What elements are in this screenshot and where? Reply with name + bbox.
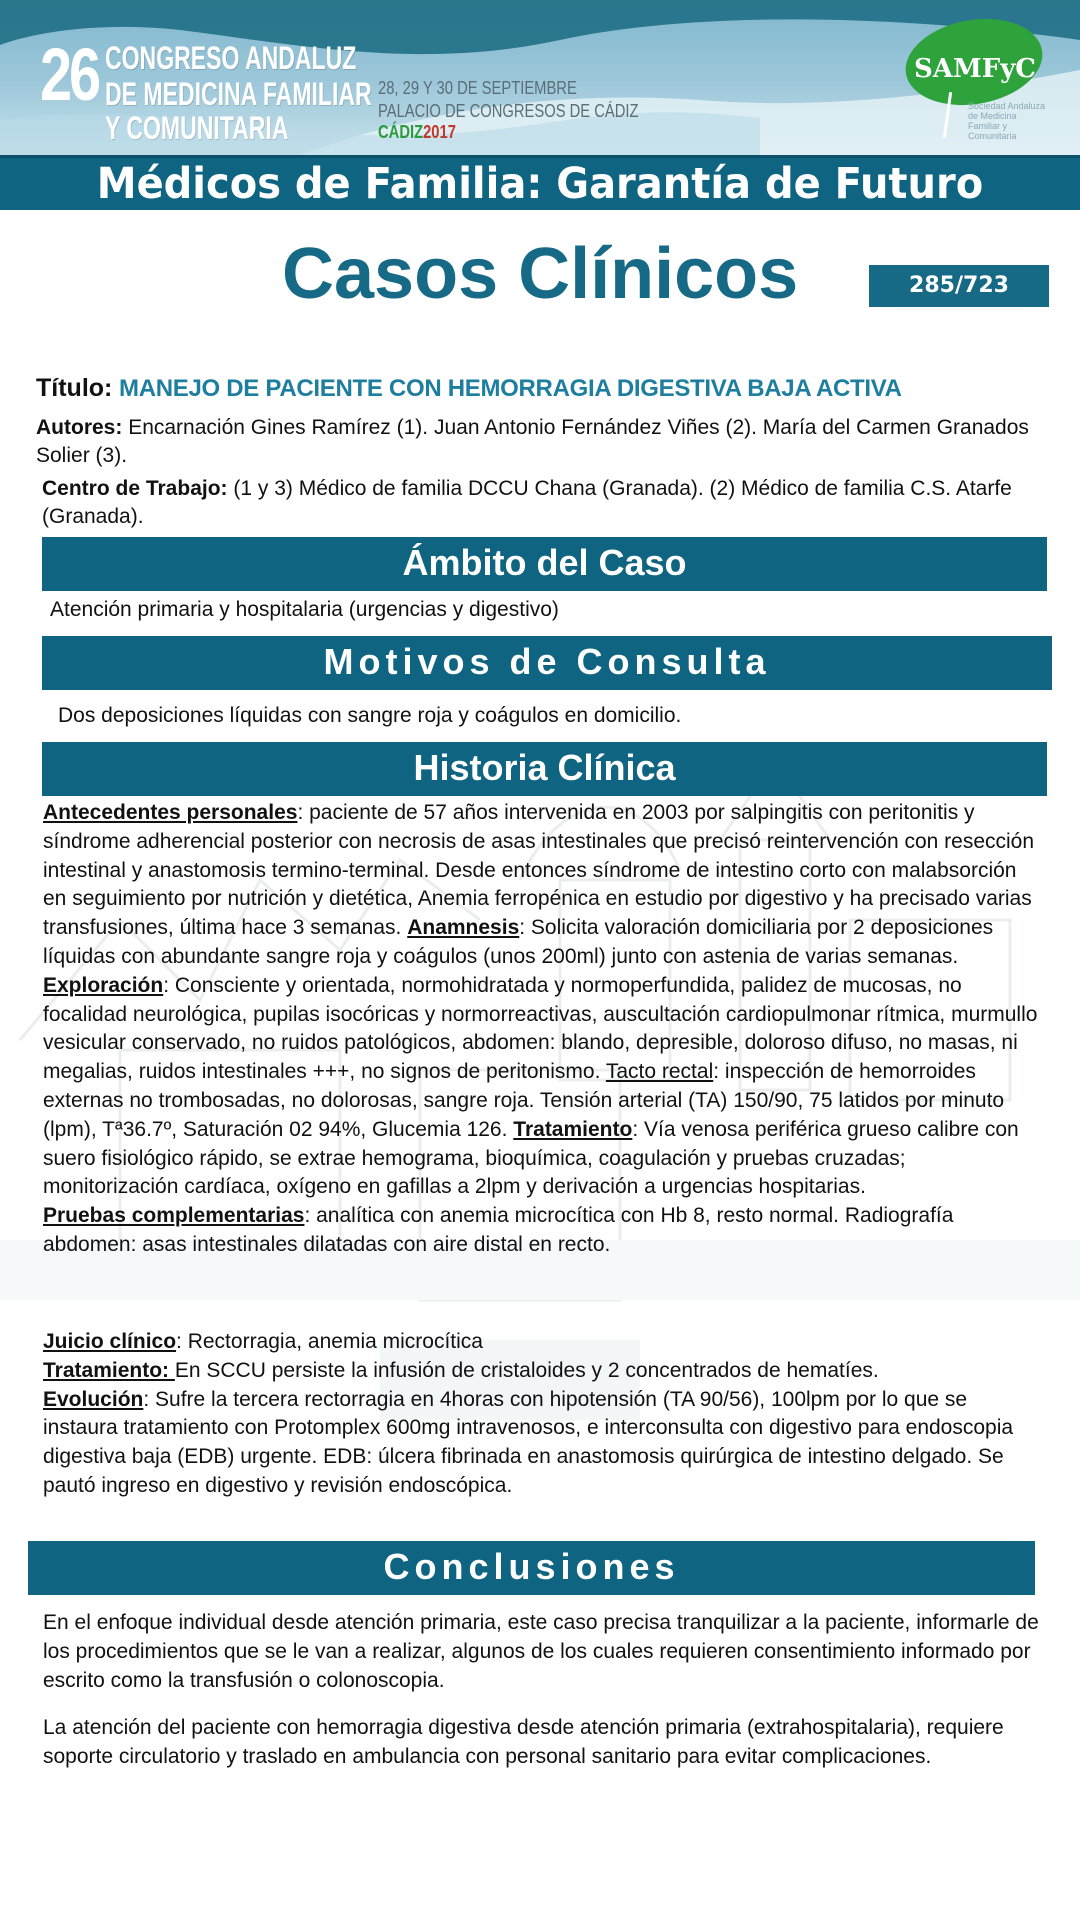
slogan-bar <box>0 155 1080 210</box>
conclusion-paragraph-1: En el enfoque individual desde atención primaria, este caso precisa tranquilizar a la paciente, informarle de los procedimientos que se le van a realizar, algunos de los cuales requieren consentimiento informado por escrito como la transfusión o colonoscopia. <box>43 1611 1039 1692</box>
authors-row <box>36 414 1046 470</box>
juicio-clinico-label: Juicio clínico <box>43 1330 177 1353</box>
event-year: 2017 <box>423 122 456 142</box>
anamnesis-label: Anamnesis <box>407 916 520 940</box>
tratamiento-hospital-text: En SCCU persiste la infusión de cristaloides y 2 concentrados de hematíes. <box>174 1358 879 1382</box>
pruebas-label: Pruebas complementarias <box>43 1204 305 1228</box>
case-title-row <box>36 374 1046 403</box>
section-header-motivos: Motivos de Consulta <box>42 636 1052 690</box>
page-title: Casos Clínicos <box>282 234 799 314</box>
congress-banner <box>0 0 1080 155</box>
congress-name-line-3: Y COMUNITARIA <box>105 110 289 146</box>
juicio-clinico-text: : Rectorragia, anemia microcítica <box>176 1330 483 1353</box>
case-title-label: Título: <box>36 374 113 402</box>
congress-number: 26 <box>40 33 98 116</box>
case-id-badge: 285/723 <box>869 265 1049 307</box>
antecedentes-text: : paciente de 57 años intervenida en 2003 por salpingitis con peritonitis y síndrome adherencial posterior con necrosis de asas intestinales que precisó reintervención con resección intestinal y anastomosis termino-terminal. Desde entonces síndrome de intestino corto con malabsorción en seguimiento por nutrición y dietética, Anemia ferropénica en estudio por digestivo y ha precisado varias transfusiones, última hace 3 semanas. <box>43 801 1035 940</box>
motivos-text: Dos deposiciones líquidas con sangre roja y coágulos en domicilio. <box>58 704 682 727</box>
event-city: CÁDIZ <box>378 122 424 142</box>
exploracion-text: : Consciente y orientada, normohidratada y normoperfundida, palidez de mucosas, no focalidad neurológica, pupilas isocóricas y normorreactivas, auscultación cardiopulmonar rítmica, murmullo vesicular conservado, no ruidos patológicos, abdomen: blando, depresible, doloroso difuso, no masas, ni megalias, ruidos intestinales +++, no signos de peritonismo. <box>43 973 1038 1084</box>
section-header-ambito: Ámbito del Caso <box>42 537 1047 591</box>
workplace-value: (1 y 3) Médico de familia DCCU Chana (Granada). (2) Médico de familia C.S. Atarfe (Granada). <box>42 477 1012 528</box>
evolucion-text: : Sufre la tercera rectorragia en 4horas con hipotensión (TA 90/56), 100lpm por lo que se instaura tratamiento con Protomplex 600mg intravenosos, e interconsulta con digestivo para endoscopia digestiva baja (EDB) urgente. EDB: úlcera fibrinada en anastomosis quirúrgica de intestino delgado. Se pautó ingreso en digestivo y revisión endoscópica. <box>43 1387 1014 1497</box>
authors-label: Autores: <box>36 416 123 439</box>
conclusion-paragraph-2: La atención del paciente con hemorragia digestiva desde atención primaria (extrahospitalaria), requiere soporte circulatorio y traslado en ambulancia con personal sanitario para evitar complicaciones. <box>43 1716 1004 1768</box>
tratamiento-label: Tratamiento <box>513 1117 633 1141</box>
antecedentes-label: Antecedentes personales <box>43 801 298 824</box>
evolucion-label: Evolución <box>43 1387 144 1411</box>
workplace-label: Centro de Trabajo: <box>42 477 228 500</box>
pruebas-text: : analítica con anemia microcítica con Hb 8, resto normal. Radiografía abdomen: asas intestinales dilatadas con aire distal en recto. <box>43 1204 954 1256</box>
event-dates: 28, 29 Y 30 DE SEPTIEMBRE <box>378 78 577 98</box>
case-title-value: MANEJO DE PACIENTE CON HEMORRAGIA DIGESTIVA BAJA ACTIVA <box>119 375 902 402</box>
section-header-conclusiones: Conclusiones <box>28 1541 1035 1595</box>
section-header-historia: Historia Clínica <box>42 742 1047 796</box>
samfyc-logo-subtitle: Sociedad Andaluza de Medicina Familiar y Comunitaria <box>968 101 1046 141</box>
tratamiento-text: : Vía venosa periférica grueso calibre con suero fisiológico rápido, se extrae hemograma, bioquímica, coagulación y pruebas cruzadas; monitorización cardíaca, oxígeno en gafillas a 2lpm y derivación a urgencias hospitarias. <box>43 1117 1019 1199</box>
event-city-year <box>378 123 456 141</box>
congress-name-line-2: DE MEDICINA FAMILIAR <box>105 76 372 112</box>
anamnesis-text: : Solicita valoración domiciliaria por 2 deposiciones líquidas con abundante sangre roja y coágulos (unos 200ml) junto con astenia de varias semanas. <box>43 916 994 968</box>
congress-name-line-1: CONGRESO ANDALUZ <box>105 40 357 76</box>
ambito-text: Atención primaria y hospitalaria (urgencias y digestivo) <box>50 598 559 621</box>
authors-value: Encarnación Gines Ramírez (1). Juan Antonio Fernández Viñes (2). María del Carmen Granados Solier (3). <box>36 416 1029 467</box>
exploracion-label: Exploración <box>43 973 164 997</box>
tratamiento-hospital-label: Tratamiento: <box>43 1358 175 1382</box>
samfyc-logo-text: SAMFyC <box>914 54 1036 84</box>
historia-clinica-body <box>43 799 1043 1260</box>
slogan: Médicos de Familia: Garantía de Futuro <box>96 159 984 209</box>
event-venue: PALACIO DE CONGRESOS DE CÁDIZ <box>378 101 639 121</box>
tacto-rectal-label: Tacto rectal <box>605 1060 714 1084</box>
tacto-rectal-text: : inspección de hemorroides externas no trombosadas, no dolorosas, sangre roja. Tensión arterial (TA) 150/90, 75 latidos por minuto (lpm), Tª36.7º, Saturación 02 94%, Glucemia 126. <box>43 1060 1005 1141</box>
workplace-row <box>42 475 1042 531</box>
diagnosis-body <box>43 1328 1043 1501</box>
